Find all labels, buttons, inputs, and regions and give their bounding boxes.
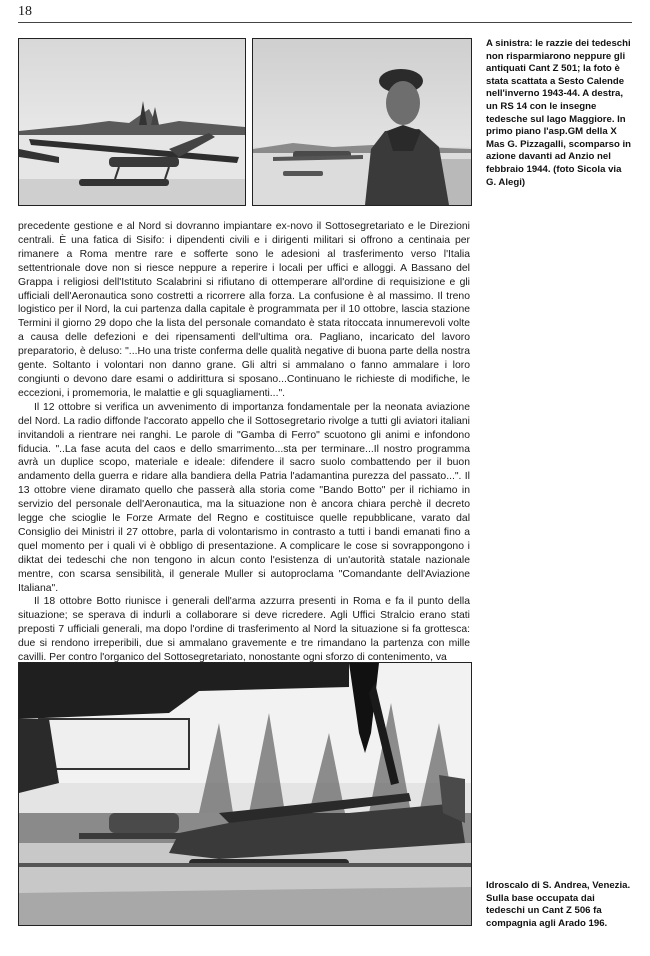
page-number: 18 [18, 4, 32, 19]
caption-bottom-photo: Idroscalo di S. Andrea, Venezia. Sulla base occupata dai tedeschi un Cant Z 506 fa compagnia agli Arado 196. [486, 880, 631, 929]
header-rule [18, 22, 632, 23]
photo-idroscalo-sant-andrea [18, 662, 472, 926]
article-body [18, 220, 470, 665]
paragraph: Il 18 ottobre Botto riunisce i generali dell'arma azzurra presenti in Roma e fa il punto della situazione; se sperava di indurli a collaborare si deve ricredere. Agli Uffici Stralcio erano stati preposti 7 ufficiali generali, ma dopo l'ordine di trasferimento al Nord la situazione si fa grottesca: due si rendono irreperibili, due si ammalano gravemente e tre rimandano la partenza con mille cavilli. Per contro l'organico del Sottosegretariato, nonostante ogni sforzo di contenimento, va [18, 596, 470, 664]
caption-top-photos: A sinistra: le razzie dei tedeschi non risparmiarono neppure gli antiquati Cant Z 501; la foto è stata scattata a Sesto Calende nell'inverno 1943-44. A destra, un RS 14 con le insegne tedesche sul lago Maggiore. In primo piano l'asp.GM della X Mas G. Pizzagalli, scomparso in azione davanti ad Anzio nel febbraio 1944. (foto Sicola via G. Alegi) [486, 38, 632, 188]
paragraph: Il 12 ottobre si verifica un avvenimento di importanza fondamentale per la neonata aviazione del Nord. La radio diffonde l'accorato appello che il Sottosegretario rivolge a tutti gli aviatori italiani invitandoli a rientrare nei ranghi. Le parole di "Gamba di Ferro" scuotono gli animi e infondono fiducia. "..La fase acuta del caos e dello smarrimento...sta per terminare...Il nostro programma avrà un duplice scopo, materiale e ideale: difendere il sacro suolo combattendo per il buon andamento della guerra e ridare alla bandiera della Patria l'adamantina purezza del passato...". Il 13 ottobre viene diramato quello che passerà alla storia come "Bando Botto" per il richiamo in servizio del personale dell'Aeronautica, ma la situazione non è ancora chiara perchè il decreto legge che scioglie le Forze Armate del Regno e costituisce quelle repubblicane, varato dal Consiglio dei Ministri il 27 ottobre, parla di volontarismo in contrasto a tutti i bandi emanati fino a quel momento per i quali vi è obbligo di presentazione. A complicare le cose si sovrappongono i diktat dei tedeschi che non tengono in alcun conto l'esistenza di un'autorità statale nazionale mentre, con scarsa sensibilità, il generale Muller si autoproclama "Comandante dell'Aviazione Italiana". [18, 401, 470, 594]
photo-rs14-pizzagalli [252, 38, 472, 206]
photo-cant-z501-seaplane [18, 38, 246, 206]
paragraph: precedente gestione e al Nord si dovranno impiantare ex-novo il Sottosegretariato e le Direzioni centrali. È una fatica di Sisifo: i dipendenti civili e i dirigenti militari si offrono a centinaia per rimanere a Roma mentre rare e sofferte sono le adesioni al trasferimento verso l'Italia settentrionale dove non si riesce neppure a reperire i locali per uffici e alloggi. A Bassano del Grappa i religiosi dell'Istituto Scalabrini si rifiutano di ottemperare all'ordine di requisizione e gli ufficiali dell'Aeronautica sono costretti a ricorrere alla forza. La confusione è al massimo. Il treno logistico per il Nord, la cui partenza dalla capitale è programmata per il 10 ottobre, lascia stazione Termini il giorno 29 dopo che la lista del personale comandato è stata ritoccata innumerevoli volte a causa delle defezioni e dei ripensamenti dell'ultima ora. Pagliano, incaricato del lavoro preparatorio, è deluso: "...Ho una triste conferma delle qualità negative di buona parte della nostra gente. Soltanto i volontari non danno grane. Gli altri si ammalano o fanno ammalare i loro congiunti o devono dare esami o addirittura si sposano...Continuano le richieste di modifiche, le eccezioni, i promemoria, le malattie e gli squagliamenti...". [18, 221, 470, 399]
